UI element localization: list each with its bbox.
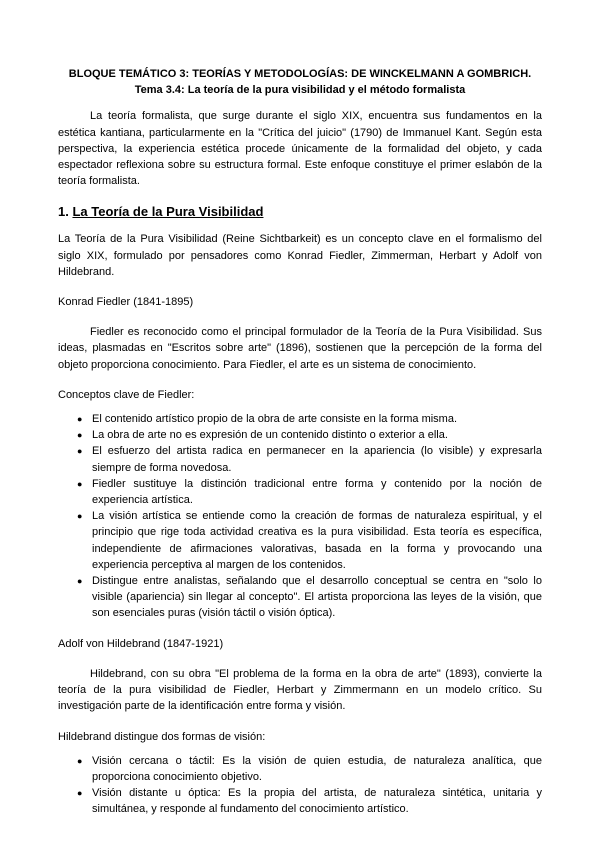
list-item: ● El esfuerzo del artista radica en permanecer en la apariencia (lo visible) y expresarla siempre de forma novedosa.: [92, 443, 542, 475]
list-item: ● La obra de arte no es expresión de un contenido distinto o exterior a ella.: [92, 427, 542, 443]
topic-title: Tema 3.4: La teoría de la pura visibilidad y el método formalista: [134, 84, 466, 97]
definition-paragraph: La Teoría de la Pura Visibilidad (Reine Sichtbarkeit) es un concepto clave en el formalismo del siglo XIX, formulado por pensadores como Konrad Fiedler, Zimmerman, Herbart y Adolf von Hildebrand.: [58, 233, 542, 278]
concepts-list: [58, 411, 542, 622]
forms-list: [58, 753, 542, 818]
list-item: ● El contenido artístico propio de la obra de arte consiste en la forma misma.: [92, 411, 542, 427]
list-item: ● Visión cercana o táctil: Es la visión de quien estudia, de naturaleza analítica, que proporciona conocimiento objetivo.: [92, 753, 542, 785]
section-title: La Teoría de la Pura Visibilidad: [72, 204, 264, 220]
list-item: ● Fiedler sustituye la distinción tradicional entre forma y contenido por la noción de experiencia artística.: [92, 476, 542, 508]
concepts-heading: Conceptos clave de Fiedler:: [58, 388, 195, 401]
intro-paragraph: La teoría formalista, que surge durante el siglo XIX, encuentra sus fundamentos en la estética kantiana, particularmente en la "Crítica del juicio" (1790) de Immanuel Kant. Según esta perspectiva, la experiencia estética procede únicamente de la formalidad del objeto, y cada espectador reflexiona sobre su estructura formal. Este enfoque constituye el primer eslabón de la teoría formalista.: [58, 110, 542, 188]
hildebrand-paragraph: Hildebrand, con su obra "El problema de la forma en la obra de arte" (1893), convierte la teoría de la pura visibilidad de Fiedler, Herbart y Zimmermann en un modelo crítico. Su investigación parte de la identificación entre forma y visión.: [58, 667, 542, 713]
hildebrand-heading: Adolf von Hildebrand (1847-1921): [58, 637, 224, 650]
list-item: ● La visión artística se entiende como la creación de formas de naturaleza espiritual, y el principio que rige toda actividad creativa es la pura visibilidad. Esta teoría es específica, independiente de afirmaciones valorativas, basada en la forma y provocando una experiencia perceptiva al margen de los contenidos.: [92, 508, 542, 573]
forms-heading: Hildebrand distingue dos formas de visión:: [58, 730, 266, 743]
block-title: BLOQUE TEMÁTICO 3: TEORÍAS Y METODOLOGÍAS: DE WINCKELMANN A GOMBRICH.: [68, 68, 532, 80]
fiedler-paragraph: Fiedler es reconocido como el principal formulador de la Teoría de la Pura Visibilidad. Sus ideas, plasmadas en "Escritos sobre arte" (1896), sostienen que la percepción de la forma del objeto proporciona conocimiento. Para Fiedler, el arte es un sistema de conocimiento.: [58, 326, 542, 371]
list-item: ● Visión distante u óptica: Es la propia del artista, de naturaleza sintética, unitaria y simultánea, y responde al fundamento del conocimiento artístico.: [92, 785, 542, 817]
fiedler-heading: Konrad Fiedler (1841-1895): [58, 296, 194, 309]
section-heading: [58, 203, 542, 221]
document-title: [58, 66, 542, 98]
section-number: 1.: [58, 204, 69, 220]
list-item: ● Distingue entre analistas, señalando que el desarrollo conceptual se centra en "solo lo visible (apariencia) sin llegar al concepto". El artista proporciona las leyes de la visión, que son esenciales puras (visión táctil o visión óptica).: [92, 573, 542, 622]
